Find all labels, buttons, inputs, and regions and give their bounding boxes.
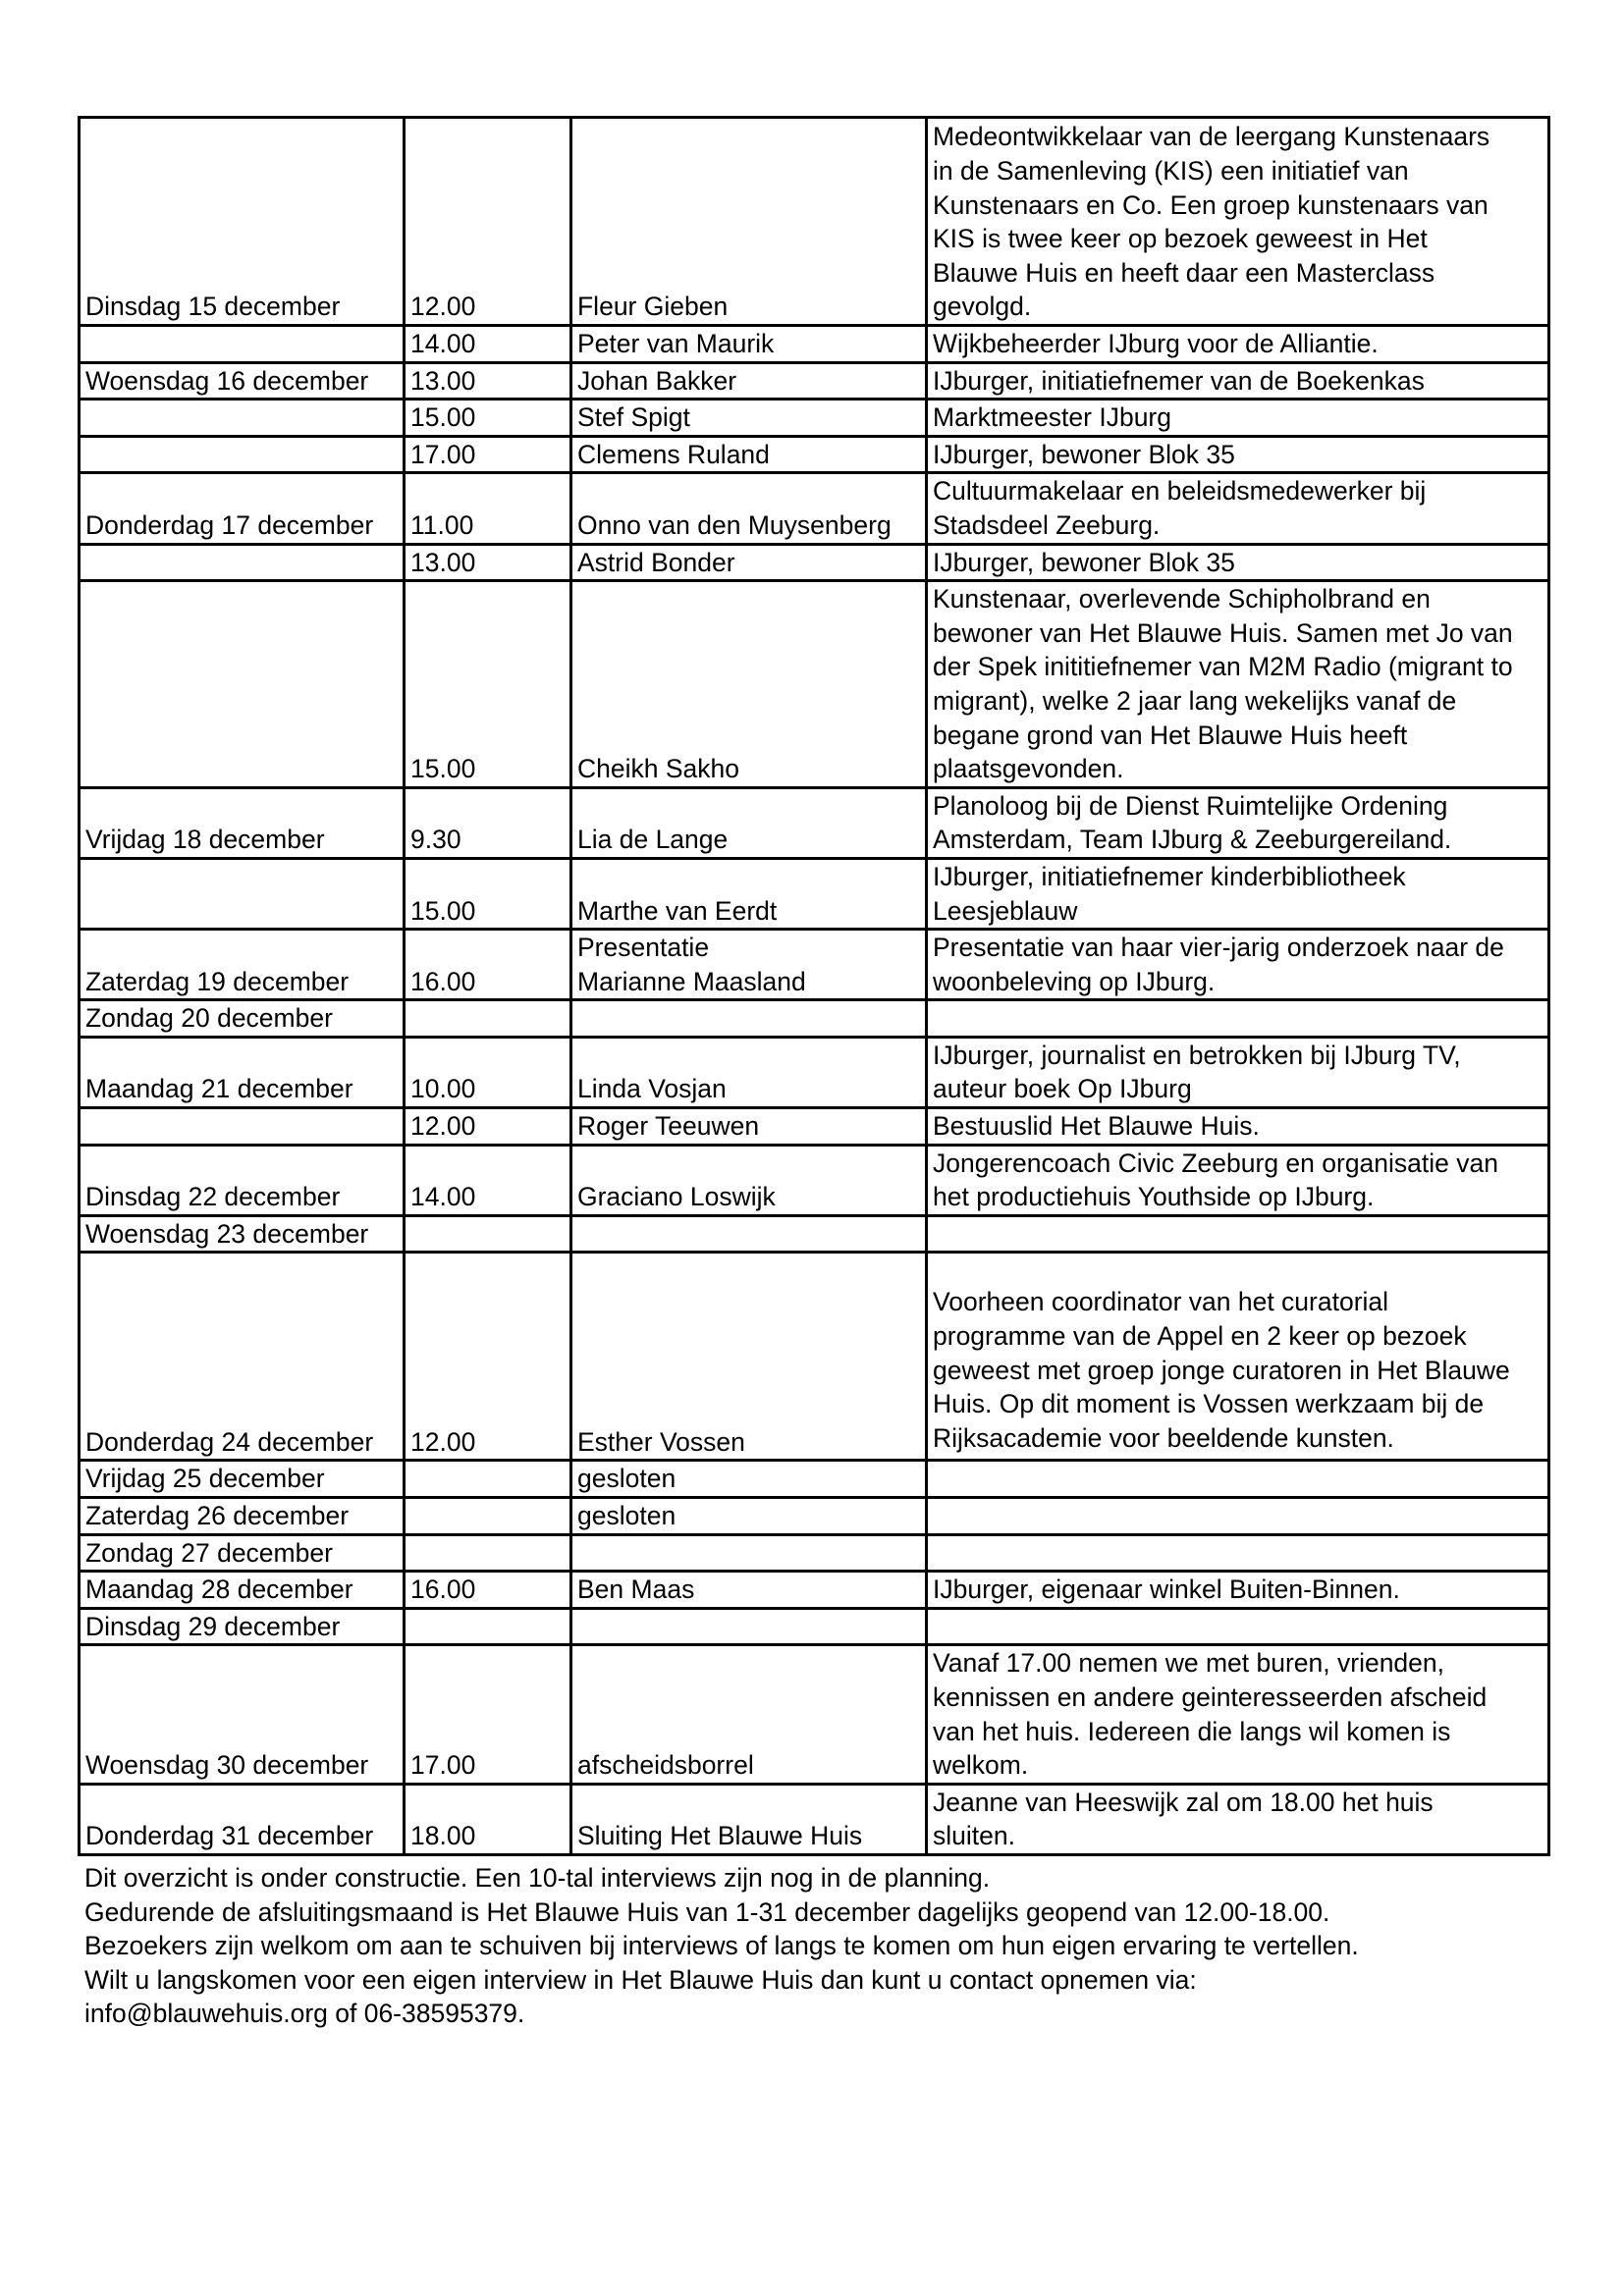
name-line: Marthe van Eerdt	[577, 895, 778, 926]
description-line: gevolgd.	[933, 292, 1032, 322]
name-line: Clemens Ruland	[577, 439, 770, 469]
time-cell	[405, 1498, 571, 1535]
table-row	[80, 1037, 1549, 1107]
time-cell: 12.00	[405, 118, 571, 326]
description-cell	[927, 581, 1549, 788]
day-cell: Maandag 28 december	[80, 1572, 405, 1609]
day-cell: Dinsdag 15 december	[80, 118, 405, 326]
time-cell: 13.00	[405, 362, 571, 400]
name-line: Johan Bakker	[577, 365, 737, 396]
day-cell: Zaterdag 26 december	[80, 1498, 405, 1535]
name-line: Fleur Gieben	[577, 292, 729, 322]
description-line: het productiehuis Youthside op IJburg.	[933, 1182, 1375, 1212]
description-line: IJburger, eigenaar winkel Buiten-Binnen.	[933, 1575, 1400, 1605]
footer-line: Dit overzicht is onder constructie. Een 10-tal interviews zijn nog in de planning.	[84, 1863, 991, 1893]
name-cell	[571, 1000, 927, 1038]
time-cell: 10.00	[405, 1037, 571, 1107]
name-line: Linda Vosjan	[577, 1074, 727, 1104]
description-line: Leesjeblauw	[933, 895, 1078, 926]
name-cell	[571, 362, 927, 400]
description-cell	[927, 436, 1549, 473]
day-cell	[80, 1108, 405, 1146]
day-cell	[80, 544, 405, 581]
table-row	[80, 1784, 1549, 1854]
name-line: Onno van den Muysenberg	[577, 509, 892, 540]
name-cell	[571, 1534, 927, 1572]
footer-note	[84, 1861, 1359, 2031]
day-cell: Woensdag 30 december	[80, 1645, 405, 1784]
description-line: Presentatie van haar vier-jarig onderzoek naar de	[933, 933, 1504, 963]
table-row	[80, 1000, 1549, 1038]
description-cell	[927, 1572, 1549, 1609]
name-line: Peter van Maurik	[577, 329, 775, 358]
name-line: Graciano Loswijk	[577, 1182, 776, 1212]
time-cell	[405, 1534, 571, 1572]
table-row	[80, 1608, 1549, 1645]
description-cell	[927, 1784, 1549, 1854]
day-cell	[80, 400, 405, 437]
footer-line: info@blauwehuis.org of 06-38595379.	[84, 1999, 525, 2029]
description-line: Stadsdeel Zeeburg.	[933, 509, 1161, 540]
day-cell: Donderdag 17 december	[80, 473, 405, 544]
description-line: Wijkbeheerder IJburg voor de Alliantie.	[933, 329, 1379, 358]
description-line: in de Samenleving (KIS) een initiatief van	[933, 156, 1409, 187]
description-line: bewoner van Het Blauwe Huis. Samen met Jo van	[933, 617, 1513, 648]
name-cell	[571, 473, 927, 544]
description-line: welkom.	[933, 1750, 1029, 1781]
name-cell	[571, 1645, 927, 1784]
time-cell: 15.00	[405, 400, 571, 437]
name-line: Ben Maas	[577, 1575, 695, 1605]
schedule-body	[80, 118, 1549, 1855]
table-row	[80, 1498, 1549, 1535]
description-line: IJburger, journalist en betrokken bij IJburg TV,	[933, 1040, 1461, 1070]
name-cell	[571, 1461, 927, 1498]
table-row	[80, 362, 1549, 400]
name-cell	[571, 581, 927, 788]
day-cell	[80, 858, 405, 929]
name-line: Astrid Bonder	[577, 547, 735, 577]
name-line: Presentatie	[577, 933, 710, 963]
name-cell	[571, 930, 927, 1000]
description-cell	[927, 1037, 1549, 1107]
time-cell	[405, 1000, 571, 1038]
name-line: Lia de Lange	[577, 825, 729, 855]
description-line: kennissen en andere geinteresseerden afscheid	[933, 1682, 1488, 1712]
time-cell: 12.00	[405, 1108, 571, 1146]
name-cell	[571, 400, 927, 437]
name-cell	[571, 118, 927, 326]
description-cell	[927, 544, 1549, 581]
day-cell: Maandag 21 december	[80, 1037, 405, 1107]
description-line: geweest met groep jonge curatoren in Het Blauwe	[933, 1355, 1510, 1385]
table-row	[80, 930, 1549, 1000]
day-cell: Dinsdag 22 december	[80, 1145, 405, 1215]
description-line: migrant), welke 2 jaar lang wekelijks vanaf de	[933, 685, 1457, 716]
name-cell	[571, 858, 927, 929]
time-cell: 17.00	[405, 436, 571, 473]
time-cell: 14.00	[405, 1145, 571, 1215]
description-cell	[927, 1253, 1549, 1461]
description-cell	[927, 1000, 1549, 1038]
description-cell	[927, 1461, 1549, 1498]
day-cell	[80, 436, 405, 473]
name-line: gesloten	[577, 1501, 677, 1531]
day-cell: Vrijdag 18 december	[80, 787, 405, 858]
table-row	[80, 326, 1549, 363]
name-cell	[571, 326, 927, 363]
table-row	[80, 858, 1549, 929]
description-cell	[927, 787, 1549, 858]
time-cell: 14.00	[405, 326, 571, 363]
table-row	[80, 1145, 1549, 1215]
description-cell	[927, 400, 1549, 437]
description-line: IJburger, initiatiefnemer van de Boekenkas	[933, 365, 1425, 396]
description-cell	[927, 1215, 1549, 1253]
name-cell	[571, 1784, 927, 1854]
schedule-table	[78, 116, 1550, 1856]
table-row	[80, 436, 1549, 473]
description-line: Bestuuslid Het Blauwe Huis.	[933, 1111, 1260, 1142]
table-row	[80, 1534, 1549, 1572]
description-cell	[927, 1645, 1549, 1784]
description-line: plaatsgevonden.	[933, 754, 1124, 784]
description-line: IJburger, bewoner Blok 35	[933, 439, 1235, 469]
description-line: Vanaf 17.00 nemen we met buren, vrienden,	[933, 1648, 1445, 1679]
time-cell: 9.30	[405, 787, 571, 858]
day-cell: Woensdag 23 december	[80, 1215, 405, 1253]
name-cell	[571, 1572, 927, 1609]
name-cell	[571, 787, 927, 858]
name-cell	[571, 1498, 927, 1535]
description-line: Voorheen coordinator van het curatorial	[933, 1287, 1389, 1317]
day-cell: Zondag 20 december	[80, 1000, 405, 1038]
time-cell: 12.00	[405, 1253, 571, 1461]
table-row	[80, 400, 1549, 437]
day-cell	[80, 326, 405, 363]
description-line: woonbeleving op IJburg.	[933, 966, 1216, 996]
footer-line: Wilt u langskomen voor een eigen interview in Het Blauwe Huis dan kunt u contact opnemen via:	[84, 1964, 1197, 1995]
table-row	[80, 1572, 1549, 1609]
description-line: Rijksacademie voor beeldende kunsten.	[933, 1422, 1394, 1453]
table-row	[80, 1215, 1549, 1253]
time-cell	[405, 1461, 571, 1498]
time-cell: 16.00	[405, 930, 571, 1000]
name-cell	[571, 1108, 927, 1146]
time-cell: 15.00	[405, 581, 571, 788]
description-line: Blauwe Huis en heeft daar een Masterclass	[933, 257, 1435, 288]
name-cell	[571, 1253, 927, 1461]
footer-line: Bezoekers zijn welkom om aan te schuiven bij interviews of langs te komen om hun eigen ervaring te vertellen.	[84, 1931, 1359, 1961]
day-cell: Donderdag 31 december	[80, 1784, 405, 1854]
table-row	[80, 1108, 1549, 1146]
name-line: Marianne Maasland	[577, 966, 806, 996]
time-cell: 17.00	[405, 1645, 571, 1784]
table-row	[80, 544, 1549, 581]
day-cell	[80, 581, 405, 788]
description-cell	[927, 1534, 1549, 1572]
description-line: IJburger, bewoner Blok 35	[933, 547, 1235, 577]
day-cell: Zaterdag 19 december	[80, 930, 405, 1000]
name-cell	[571, 1037, 927, 1107]
day-cell: Donderdag 24 december	[80, 1253, 405, 1461]
name-line: afscheidsborrel	[577, 1750, 754, 1781]
name-line: Cheikh Sakho	[577, 754, 739, 784]
day-cell: Woensdag 16 december	[80, 362, 405, 400]
table-row	[80, 1253, 1549, 1461]
name-line: Stef Spigt	[577, 402, 690, 433]
description-line: Jongerencoach Civic Zeeburg en organisatie van	[933, 1148, 1498, 1178]
time-cell: 11.00	[405, 473, 571, 544]
description-line: Cultuurmakelaar en beleidsmedewerker bij	[933, 476, 1427, 507]
name-cell	[571, 1145, 927, 1215]
description-cell	[927, 930, 1549, 1000]
footer-line: Gedurende de afsluitingsmaand is Het Blauwe Huis van 1-31 december dagelijks geopend van 12.00-18.00.	[84, 1896, 1330, 1927]
description-cell	[927, 362, 1549, 400]
name-line: Roger Teeuwen	[577, 1111, 760, 1142]
description-line: van het huis. Iedereen die langs wil komen is	[933, 1716, 1451, 1746]
name-line: Esther Vossen	[577, 1426, 745, 1457]
time-cell	[405, 1215, 571, 1253]
description-cell	[927, 473, 1549, 544]
description-line: der Spek inititiefnemer van M2M Radio (migrant to	[933, 652, 1513, 682]
time-cell: 15.00	[405, 858, 571, 929]
name-cell	[571, 544, 927, 581]
description-cell	[927, 858, 1549, 929]
name-line: gesloten	[577, 1464, 677, 1494]
time-cell: 18.00	[405, 1784, 571, 1854]
time-cell: 13.00	[405, 544, 571, 581]
description-line: Amsterdam, Team IJburg & Zeeburgereiland.	[933, 825, 1452, 855]
description-cell	[927, 118, 1549, 326]
day-cell: Dinsdag 29 december	[80, 1608, 405, 1645]
name-line: Sluiting Het Blauwe Huis	[577, 1821, 863, 1851]
description-cell	[927, 326, 1549, 363]
table-row	[80, 473, 1549, 544]
time-cell: 16.00	[405, 1572, 571, 1609]
name-cell	[571, 436, 927, 473]
time-cell	[405, 1608, 571, 1645]
description-line: sluiten.	[933, 1821, 1015, 1851]
table-row	[80, 118, 1549, 326]
description-cell	[927, 1145, 1549, 1215]
description-line: Kunstenaar, overlevende Schipholbrand en	[933, 584, 1431, 614]
table-row	[80, 1645, 1549, 1784]
description-line: Huis. Op dit moment is Vossen werkzaam bij de	[933, 1389, 1485, 1419]
description-line: Jeanne van Heeswijk zal om 18.00 het huis	[933, 1787, 1434, 1817]
description-line: begane grond van Het Blauwe Huis heeft	[933, 720, 1408, 750]
description-line: Planoloog bij de Dienst Ruimtelijke Ordening	[933, 790, 1448, 821]
table-row	[80, 1461, 1549, 1498]
description-line: Kunstenaars en Co. Een groep kunstenaars van	[933, 189, 1489, 220]
description-line: Medeontwikkelaar van de leergang Kunstenaars	[933, 122, 1490, 152]
table-row	[80, 787, 1549, 858]
day-cell: Vrijdag 25 december	[80, 1461, 405, 1498]
description-cell	[927, 1498, 1549, 1535]
name-cell	[571, 1608, 927, 1645]
day-cell: Zondag 27 december	[80, 1534, 405, 1572]
description-cell	[927, 1108, 1549, 1146]
name-cell	[571, 1215, 927, 1253]
description-line: IJburger, initiatiefnemer kinderbibliotheek	[933, 861, 1406, 891]
description-cell	[927, 1608, 1549, 1645]
description-line: KIS is twee keer op bezoek geweest in Het	[933, 224, 1428, 254]
description-line: auteur boek Op IJburg	[933, 1074, 1192, 1104]
description-line: programme van de Appel en 2 keer op bezoek	[933, 1321, 1467, 1352]
description-line: Marktmeester IJburg	[933, 402, 1171, 433]
table-row	[80, 581, 1549, 788]
